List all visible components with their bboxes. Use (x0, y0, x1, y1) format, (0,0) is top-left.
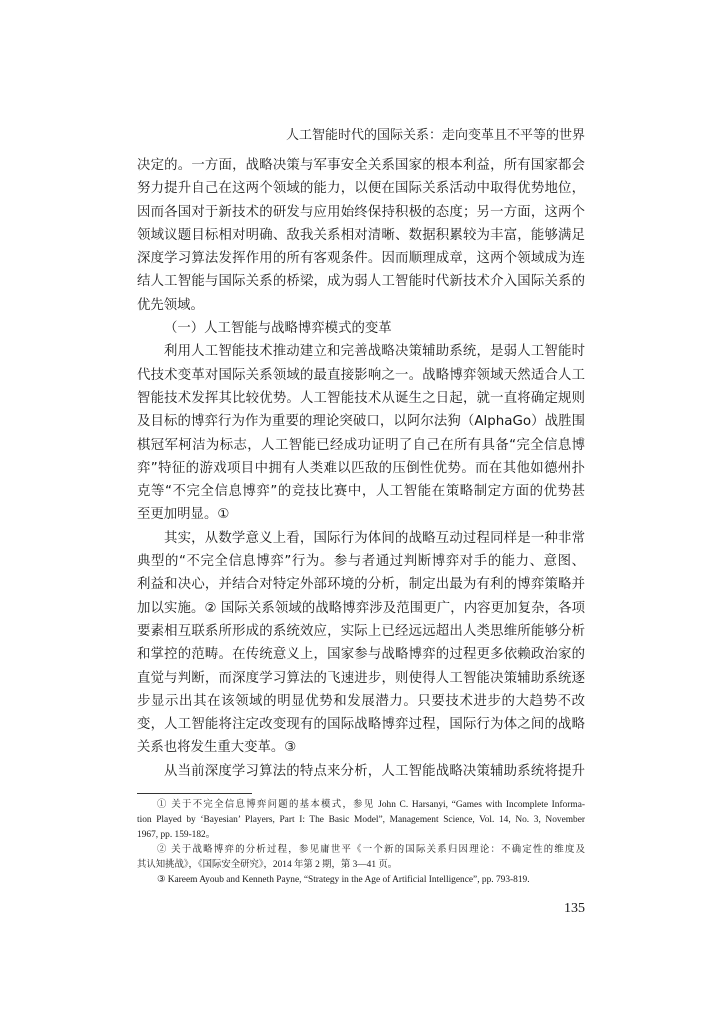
text-line: 和掌控的范畴。在传统意义上，国家参与战略博弈的过程更多依赖政治家的 (137, 647, 585, 663)
footnote-1-cont: 1967, pp. 159-182。 (137, 830, 216, 841)
text-line: 优先领域。 (137, 297, 204, 313)
text-line: 因而各国对于新技术的研发与应用始终保持积极的态度；另一方面，这两个 (137, 204, 585, 220)
text-line: 智能技术发挥其比较优势。人工智能技术从诞生之日起，就一直将确定规则 (137, 390, 585, 406)
text-line: 努力提升自己在这两个领域的能力，以便在国际关系活动中取得优势地位， (137, 181, 585, 197)
text-line: 要素相互联系所形成的系统效应，实际上已经远远超出人类思维所能够分析 (137, 623, 585, 639)
running-header: 人工智能时代的国际关系：走向变革且不平等的世界 (285, 128, 585, 143)
text-line: 直觉与判断，而深度学习算法的飞速进步，则使得人工智能决策辅助系统逐 (137, 670, 585, 686)
text-line: 深度学习算法发挥作用的所有客观条件。因而顺理成章，这两个领域成为连 (137, 251, 585, 267)
text-line: 至更加明显。① (137, 507, 230, 523)
text-line: 及目标的博弈行为作为重要的理论突破口，以阿尔法狗（AlphaGo）战胜围 (137, 414, 585, 430)
text-line: 典型的“不完全信息博弈”行为。参与者通过判断博弈对手的能力、意图、 (137, 554, 585, 570)
body-text (137, 154, 585, 783)
footnote-1: ① 关于不完全信息博弈问题的基本模式，参见 John C. Harsanyi, “Games with Incomplete Informa- (157, 800, 585, 811)
text-line: 结人工智能与国际关系的桥梁，成为弱人工智能时代新技术介入国际关系的 (137, 274, 585, 290)
footnote-1-cont: tion Played by ‘Bayesian’ Players, Part I: The Basic Model”, Management Science, Vol. 14, No. 3, November (137, 815, 585, 826)
text-line: 棋冠军柯洁为标志，人工智能已经成功证明了自己在所有具备“完全信息博 (137, 437, 585, 453)
text-line: 利益和决心，并结合对特定外部环境的分析，制定出最为有利的博弈策略并 (137, 577, 585, 593)
footnote-2: ② 关于战略博弈的分析过程，参见庸世平《一个新的国际关系归因理论：不确定性的维度及 (157, 845, 585, 856)
footnotes (137, 798, 585, 888)
footnote-separator (137, 793, 252, 794)
text-line: 弈”特征的游戏项目中拥有人类难以匹敌的压倒性优势。而在其他如德州扑 (137, 460, 585, 476)
footnote-2-cont: 其认知挑战》，《国际安全研究》，2014 年第 2 期，第 3—41 页。 (137, 860, 398, 871)
text-line: 利用人工智能技术推动建立和完善战略决策辅助系统，是弱人工智能时 (164, 344, 585, 360)
text-line: 加以实施。② 国际关系领域的战略博弈涉及范围更广，内容更加复杂，各项 (137, 600, 585, 616)
page-number: 135 (564, 901, 585, 917)
footnote-3: ③ Kareem Ayoub and Kenneth Payne, “Strategy in the Age of Artificial Intelligence”, pp. 793-819. (157, 875, 530, 886)
text-line: 克等“不完全信息博弈”的竞技比赛中，人工智能在策略制定方面的优势甚 (137, 484, 585, 500)
page-column (137, 126, 585, 918)
text-line: 关系也将发生重大变革。③ (137, 740, 297, 756)
text-line: 决定的。一方面，战略决策与军事安全关系国家的根本利益，所有国家都会 (137, 158, 585, 173)
text-line: 领域议题目标相对明确、敌我关系相对清晰、数据积累较为丰富，能够满足 (137, 227, 585, 243)
text-line: 其实，从数学意义上看，国际行为体间的战略互动过程同样是一种非常 (164, 530, 585, 546)
text-line: 步显示出其在该领域的明显优势和发展潜力。只要技术进步的大趋势不改 (137, 693, 585, 709)
text-line: 变，人工智能将注定改变现有的国际战略博弈过程，国际行为体之间的战略 (137, 717, 585, 733)
text-line: 从当前深度学习算法的特点来分析，人工智能战略决策辅助系统将提升 (164, 763, 585, 779)
section-heading: （一）人工智能与战略博弈模式的变革 (164, 321, 392, 337)
text-line: 代技术变革对国际关系领域的最直接影响之一。战略博弈领域天然适合人工 (137, 367, 585, 383)
